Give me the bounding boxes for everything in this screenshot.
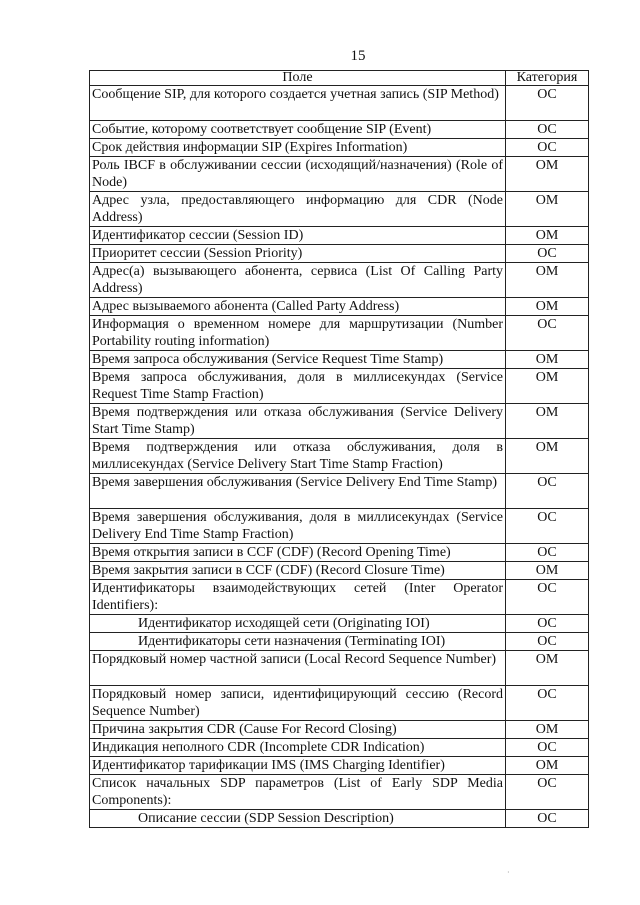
table-row [90,686,589,721]
field-category: OC [506,245,589,263]
table-row [90,263,589,298]
header-category: Категория [506,71,589,86]
page-number: 15 [350,48,366,64]
field-name: Идентификаторы сети назначения (Terminating IOI) [90,633,506,651]
field-category: OC [506,739,589,757]
field-name: Порядковый номер записи, идентифицирующий сессию (Record Sequence Number) [90,686,506,721]
field-category: OC [506,615,589,633]
field-category: OC [506,775,589,810]
field-name: Описание сессии (SDP Session Description) [90,810,506,828]
field-category: OM [506,404,589,439]
field-category: OC [506,139,589,157]
field-category: OC [506,580,589,615]
field-name: Идентификатор тарификации IMS (IMS Charging Identifier) [90,757,506,775]
table-body [90,86,589,828]
field-name: Событие, которому соответствует сообщение SIP (Event) [90,121,506,139]
field-category: OM [506,721,589,739]
table-row [90,775,589,810]
fields-table [89,70,589,828]
table-row [90,562,589,580]
field-name: Время открытия записи в CCF (CDF) (Record Opening Time) [90,544,506,562]
field-name: Время закрытия записи в CCF (CDF) (Record Closure Time) [90,562,506,580]
field-category: OM [506,562,589,580]
field-name: Информация о временном номере для маршрутизации (Number Portability routing information) [90,316,506,351]
header-field: Поле [90,71,506,86]
field-category: OC [506,121,589,139]
field-name: Адрес вызываемого абонента (Called Party Address) [90,298,506,316]
table-row [90,544,589,562]
field-name: Причина закрытия CDR (Cause For Record Closing) [90,721,506,739]
table-row [90,810,589,828]
field-category: OC [506,633,589,651]
field-category: OM [506,651,589,686]
field-name: Список начальных SDP параметров (List of Early SDP Media Components): [90,775,506,810]
table-row [90,439,589,474]
field-name: Идентификаторы взаимодействующих сетей (Inter Operator Identifiers): [90,580,506,615]
table-row [90,351,589,369]
field-name: Срок действия информации SIP (Expires Information) [90,139,506,157]
field-name: Приоритет сессии (Session Priority) [90,245,506,263]
table-row [90,86,589,121]
table-row [90,757,589,775]
field-category: OC [506,686,589,721]
field-category: OM [506,351,589,369]
table-row [90,245,589,263]
table-row [90,474,589,509]
field-name: Индикация неполного CDR (Incomplete CDR Indication) [90,739,506,757]
table-row [90,509,589,544]
field-category: OM [506,439,589,474]
field-name: Время завершения обслуживания, доля в миллисекундах (Service Delivery End Time Stamp Fraction) [90,509,506,544]
field-category: OC [506,316,589,351]
field-category: OC [506,474,589,509]
field-category: OC [506,509,589,544]
table-row [90,121,589,139]
field-name: Роль IBCF в обслуживании сессии (исходящий/назначения) (Role of Node) [90,157,506,192]
table-row [90,580,589,615]
table-row [90,404,589,439]
field-name: Адрес(а) вызывающего абонента, сервиса (List Of Calling Party Address) [90,263,506,298]
table-row [90,139,589,157]
table-row [90,615,589,633]
field-name: Идентификатор сессии (Session ID) [90,227,506,245]
field-name: Время запроса обслуживания, доля в миллисекундах (Service Request Time Stamp Fraction) [90,369,506,404]
table-row [90,316,589,351]
table-row [90,739,589,757]
field-category: OM [506,757,589,775]
field-category: OM [506,298,589,316]
table-row [90,227,589,245]
table-row [90,721,589,739]
field-name: Время завершения обслуживания (Service Delivery End Time Stamp) [90,474,506,509]
table-row [90,157,589,192]
field-category: OC [506,544,589,562]
field-name: Порядковый номер частной записи (Local Record Sequence Number) [90,651,506,686]
field-category: OM [506,192,589,227]
field-category: OM [506,157,589,192]
field-name: Время подтверждения или отказа обслуживания (Service Delivery Start Time Stamp) [90,404,506,439]
field-name: Время запроса обслуживания (Service Request Time Stamp) [90,351,506,369]
field-name: Сообщение SIP, для которого создается учетная запись (SIP Method) [90,86,506,121]
table-row [90,369,589,404]
margin-mark: · [507,868,510,877]
table-row [90,298,589,316]
field-category: OM [506,227,589,245]
field-category: OM [506,369,589,404]
field-category: OC [506,810,589,828]
field-category: OM [506,263,589,298]
table-row [90,192,589,227]
field-name: Идентификатор исходящей сети (Originating IOI) [90,615,506,633]
field-name: Время подтверждения или отказа обслуживания, доля в миллисекундах (Service Delivery Start Time Stamp Fraction) [90,439,506,474]
table-row [90,633,589,651]
table-row [90,651,589,686]
field-category: OC [506,86,589,121]
field-name: Адрес узла, предоставляющего информацию для CDR (Node Address) [90,192,506,227]
